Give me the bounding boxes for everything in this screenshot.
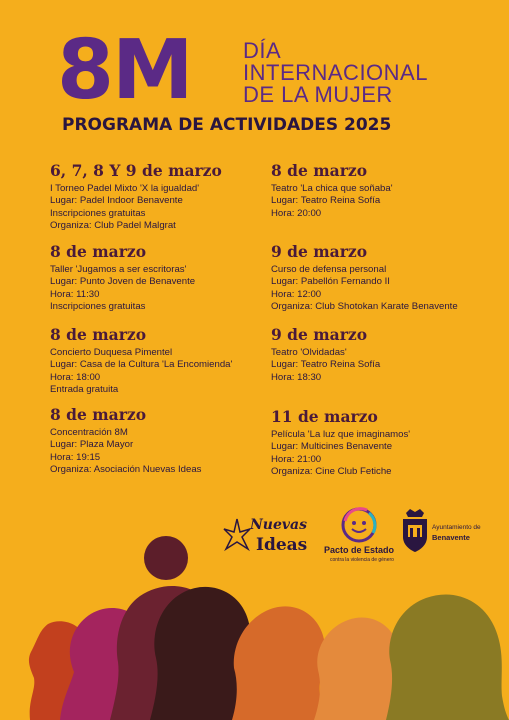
ayto-line1: Ayuntamiento de [432, 524, 481, 531]
event-line: Lugar: Pabellón Fernando II [271, 276, 390, 288]
event-line: Hora: 19:15 [50, 451, 101, 463]
event-date: 8 de marzo [50, 325, 147, 344]
coat-of-arms-icon [400, 505, 430, 553]
header [0, 0, 509, 140]
event-right-1 [271, 161, 501, 220]
day-title-line2: INTERNACIONAL [243, 60, 428, 85]
event-left-4 [50, 405, 280, 476]
event-line: Teatro 'Olvidadas' [271, 347, 347, 358]
event-line: Hora: 18:00 [50, 371, 101, 383]
big-8m-title: 8M [57, 23, 192, 118]
event-line: Película 'La luz que imaginamos' [271, 429, 411, 440]
event-left-2 [50, 242, 280, 313]
program-subtitle: PROGRAMA DE ACTIVIDADES 2025 [62, 115, 392, 135]
event-line: Lugar: Padel Indoor Benavente [50, 195, 183, 207]
event-date: 8 de marzo [50, 405, 147, 424]
event-left-3 [50, 325, 280, 396]
event-line: Teatro 'La chica que soñaba' [271, 183, 393, 194]
event-line: Lugar: Plaza Mayor [50, 439, 134, 451]
event-line: Lugar: Multicines Benavente [271, 441, 393, 453]
event-line: Concentración 8M [50, 427, 128, 438]
event-line: Taller 'Jugamos a ser escritoras' [50, 264, 187, 275]
day-title [243, 40, 428, 106]
event-date: 11 de marzo [271, 407, 378, 426]
day-title-line3: DE LA MUJER [243, 82, 393, 107]
nuevas-ideas-logo [222, 515, 322, 565]
event-line: Inscripciones gratuitas [50, 207, 146, 219]
star-icon [222, 517, 252, 557]
event-line: Hora: 18:30 [271, 371, 322, 383]
event-date: 9 de marzo [271, 242, 368, 261]
event-line: Lugar: Teatro Reina Sofía [271, 195, 381, 207]
event-line: Lugar: Punto Joven de Benavente [50, 276, 196, 288]
ideas-text: Ideas [256, 535, 308, 555]
event-line: Hora: 20:00 [271, 207, 322, 219]
day-title-line1: DÍA [243, 38, 282, 63]
silhouette-bun [144, 536, 188, 580]
event-date: 9 de marzo [271, 325, 368, 344]
event-line: Organiza: Club Padel Malgrat [50, 219, 176, 231]
event-line: I Torneo Padel Mixto 'X la igualdad' [50, 183, 200, 194]
pacto-subtitle: contra la violencia de género [330, 557, 394, 563]
event-line: Curso de defensa personal [271, 264, 387, 275]
silhouette-olive [386, 594, 509, 720]
event-right-3 [271, 325, 501, 384]
event-date: 6, 7, 8 Y 9 de marzo [50, 161, 222, 180]
event-line: Hora: 11:30 [50, 288, 100, 300]
event-line: Inscripciones gratuitas [50, 300, 146, 312]
ayuntamiento-logo [400, 505, 500, 565]
event-line: Hora: 12:00 [271, 288, 322, 300]
event-right-4 [271, 407, 501, 478]
pacto-de-estado-logo [324, 505, 394, 575]
event-line: Hora: 21:00 [271, 453, 322, 465]
event-date: 8 de marzo [50, 242, 147, 261]
event-left-1 [50, 161, 280, 232]
event-right-2 [271, 242, 501, 313]
event-line: Organiza: Cine Club Fetiche [271, 465, 392, 477]
nuevas-text: Nuevas [250, 517, 307, 533]
event-line: Concierto Duquesa Pimentel [50, 347, 173, 358]
event-line: Organiza: Club Shotokan Karate Benavente [271, 300, 458, 312]
event-line: Organiza: Asociación Nuevas Ideas [50, 463, 202, 475]
ayto-line2: Benavente [432, 533, 470, 542]
pacto-title: Pacto de Estado [324, 545, 395, 555]
event-date: 8 de marzo [271, 161, 368, 180]
event-line: Lugar: Casa de la Cultura 'La Encomienda' [50, 359, 233, 371]
event-line: Entrada gratuita [50, 383, 119, 395]
event-line: Lugar: Teatro Reina Sofía [271, 359, 381, 371]
pacto-circle-icon [339, 505, 379, 545]
